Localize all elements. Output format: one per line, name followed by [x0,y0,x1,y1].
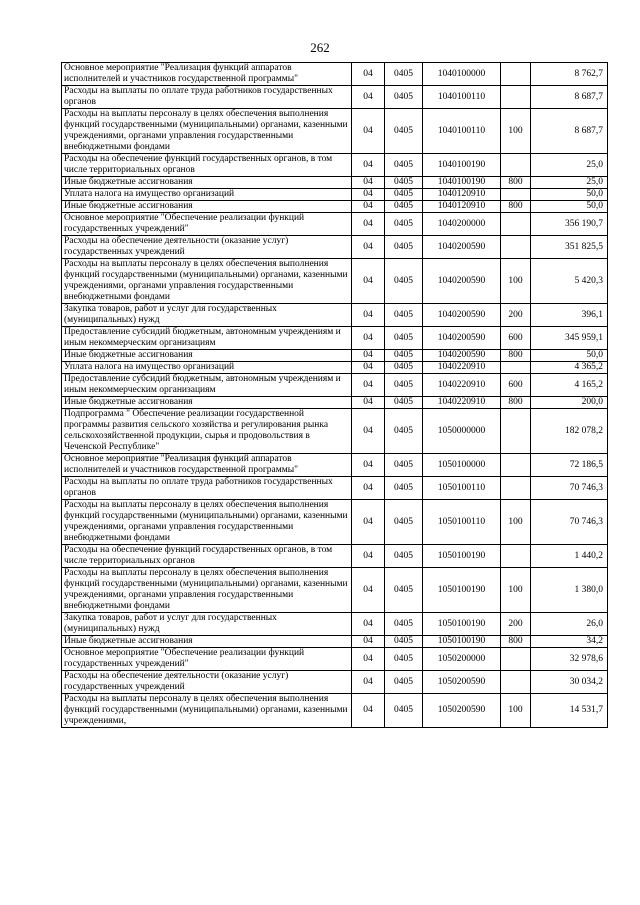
row-subsection-code: 0405 [385,477,423,500]
table-row [62,477,608,500]
row-amount: 8 687,7 [531,86,608,109]
row-subsection-code: 0405 [385,648,423,671]
row-description: Расходы на выплаты персоналу в целях обеспечения выполнения функций государственными (муниципальными) органами, казенными учреждениями, органами управления государственными внебюджетными фондами [62,259,352,304]
row-amount: 5 420,3 [531,259,608,304]
row-target-article: 1050100190 [423,545,501,568]
row-expense-type: 100 [501,694,531,728]
table-row [62,154,608,177]
table-row [62,568,608,613]
row-target-article: 1040100110 [423,86,501,109]
row-target-article: 1050200590 [423,671,501,694]
row-target-article: 1050100190 [423,568,501,613]
row-subsection-code: 0405 [385,327,423,350]
row-subsection-code: 0405 [385,63,423,86]
row-amount: 345 959,1 [531,327,608,350]
row-target-article: 1040100190 [423,154,501,177]
row-section-code: 04 [352,63,385,86]
row-subsection-code: 0405 [385,694,423,728]
page-number: 262 [310,40,330,55]
table-row [62,454,608,477]
row-description: Основное мероприятие "Реализация функций аппаратов исполнителей и участников государственной программы" [62,63,352,86]
row-expense-type: 600 [501,374,531,397]
row-amount: 1 380,0 [531,568,608,613]
row-target-article: 1050100110 [423,477,501,500]
row-amount: 50,0 [531,189,608,201]
row-target-article: 1050100000 [423,454,501,477]
table-row [62,350,608,362]
row-section-code: 04 [352,327,385,350]
row-target-article: 1040200590 [423,350,501,362]
row-section-code: 04 [352,304,385,327]
row-description: Расходы на выплаты по оплате труда работников государственных органов [62,86,352,109]
row-section-code: 04 [352,636,385,648]
row-subsection-code: 0405 [385,259,423,304]
row-amount: 1 440,2 [531,545,608,568]
row-target-article: 1040100190 [423,177,501,189]
row-description: Подпрограмма " Обеспечение реализации государственной программы развития сельского хозяйства и регулирования рынка сельскохозяйственной продукции, сырья и продовольствия в Чеченской Республике" [62,409,352,454]
table-row [62,259,608,304]
row-section-code: 04 [352,568,385,613]
row-section-code: 04 [352,454,385,477]
row-section-code: 04 [352,362,385,374]
row-subsection-code: 0405 [385,613,423,636]
row-amount: 351 825,5 [531,236,608,259]
row-expense-type [501,236,531,259]
row-expense-type: 100 [501,259,531,304]
row-target-article: 1040120910 [423,201,501,213]
row-target-article: 1050100190 [423,613,501,636]
row-section-code: 04 [352,154,385,177]
row-description: Основное мероприятие "Обеспечение реализации функций государственных учреждений" [62,648,352,671]
table-row [62,236,608,259]
table-row [62,63,608,86]
row-subsection-code: 0405 [385,409,423,454]
budget-table-body [62,63,608,728]
row-amount: 8 762,7 [531,63,608,86]
row-section-code: 04 [352,350,385,362]
table-row [62,613,608,636]
table-row [62,86,608,109]
row-target-article: 1050100110 [423,500,501,545]
row-expense-type: 800 [501,397,531,409]
row-target-article: 1040220910 [423,397,501,409]
row-subsection-code: 0405 [385,154,423,177]
row-subsection-code: 0405 [385,177,423,189]
row-expense-type [501,154,531,177]
row-expense-type [501,454,531,477]
row-expense-type: 800 [501,201,531,213]
row-subsection-code: 0405 [385,374,423,397]
row-subsection-code: 0405 [385,109,423,154]
row-amount: 25,0 [531,154,608,177]
row-description: Иные бюджетные ассигнования [62,201,352,213]
row-amount: 4 165,2 [531,374,608,397]
row-target-article: 1040200590 [423,259,501,304]
row-target-article: 1050100190 [423,636,501,648]
row-expense-type: 800 [501,350,531,362]
table-row [62,648,608,671]
row-section-code: 04 [352,189,385,201]
row-amount: 30 034,2 [531,671,608,694]
row-description: Иные бюджетные ассигнования [62,350,352,362]
table-row [62,374,608,397]
row-description: Уплата налога на имущество организаций [62,189,352,201]
row-section-code: 04 [352,545,385,568]
row-amount: 356 190,7 [531,213,608,236]
row-amount: 182 078,2 [531,409,608,454]
row-section-code: 04 [352,201,385,213]
table-row [62,545,608,568]
row-subsection-code: 0405 [385,213,423,236]
row-amount: 200,0 [531,397,608,409]
row-target-article: 1040100000 [423,63,501,86]
row-expense-type [501,362,531,374]
row-section-code: 04 [352,613,385,636]
row-subsection-code: 0405 [385,636,423,648]
table-row [62,177,608,189]
row-section-code: 04 [352,648,385,671]
table-row [62,671,608,694]
row-subsection-code: 0405 [385,362,423,374]
row-amount: 32 978,6 [531,648,608,671]
row-description: Расходы на выплаты персоналу в целях обеспечения выполнения функций государственными (муниципальными) органами, казенными учреждениями, [62,694,352,728]
table-row [62,327,608,350]
row-amount: 4 365,2 [531,362,608,374]
row-expense-type [501,648,531,671]
row-amount: 396,1 [531,304,608,327]
row-section-code: 04 [352,694,385,728]
row-expense-type [501,213,531,236]
table-row [62,694,608,728]
row-target-article: 1040200590 [423,327,501,350]
row-section-code: 04 [352,236,385,259]
row-target-article: 1040200590 [423,236,501,259]
row-description: Расходы на обеспечение функций государственных органов, в том числе территориальных органов [62,545,352,568]
row-amount: 34,2 [531,636,608,648]
table-row [62,189,608,201]
row-subsection-code: 0405 [385,454,423,477]
row-subsection-code: 0405 [385,201,423,213]
row-description: Расходы на обеспечение деятельности (оказание услуг) государственных учреждений [62,236,352,259]
row-section-code: 04 [352,500,385,545]
row-expense-type [501,477,531,500]
row-description: Уплата налога на имущество организаций [62,362,352,374]
row-expense-type [501,409,531,454]
row-description: Расходы на выплаты персоналу в целях обеспечения выполнения функций государственными (муниципальными) органами, казенными учреждениями, органами управления государственными внебюджетными фондами [62,568,352,613]
table-row [62,201,608,213]
row-description: Расходы на выплаты по оплате труда работников государственных органов [62,477,352,500]
row-description: Основное мероприятие "Обеспечение реализации функций государственных учреждений" [62,213,352,236]
row-description: Закупка товаров, работ и услуг для государственных (муниципальных) нужд [62,613,352,636]
table-row [62,213,608,236]
row-section-code: 04 [352,671,385,694]
row-subsection-code: 0405 [385,671,423,694]
row-amount: 8 687,7 [531,109,608,154]
table-row [62,362,608,374]
budget-table [61,62,608,728]
row-section-code: 04 [352,177,385,189]
row-expense-type: 600 [501,327,531,350]
row-description: Иные бюджетные ассигнования [62,397,352,409]
row-section-code: 04 [352,374,385,397]
row-expense-type: 800 [501,177,531,189]
row-expense-type: 100 [501,568,531,613]
row-expense-type: 100 [501,500,531,545]
table-row [62,109,608,154]
row-amount: 50,0 [531,201,608,213]
row-expense-type [501,86,531,109]
table-row [62,397,608,409]
row-description: Расходы на обеспечение деятельности (оказание услуг) государственных учреждений [62,671,352,694]
row-target-article: 1040100110 [423,109,501,154]
row-section-code: 04 [352,477,385,500]
table-row [62,636,608,648]
row-description: Расходы на выплаты персоналу в целях обеспечения выполнения функций государственными (муниципальными) органами, казенными учреждениями, органами управления государственными внебюджетными фондами [62,500,352,545]
row-section-code: 04 [352,213,385,236]
row-expense-type: 200 [501,613,531,636]
row-subsection-code: 0405 [385,350,423,362]
row-section-code: 04 [352,409,385,454]
row-expense-type: 200 [501,304,531,327]
row-description: Предоставление субсидий бюджетным, автономным учреждениям и иным некоммерческим организациям [62,374,352,397]
row-expense-type: 800 [501,636,531,648]
row-target-article: 1040120910 [423,189,501,201]
row-subsection-code: 0405 [385,304,423,327]
row-description: Иные бюджетные ассигнования [62,636,352,648]
row-amount: 26,0 [531,613,608,636]
row-expense-type [501,189,531,201]
row-subsection-code: 0405 [385,397,423,409]
row-subsection-code: 0405 [385,545,423,568]
table-row [62,500,608,545]
row-target-article: 1050000000 [423,409,501,454]
row-description: Основное мероприятие "Реализация функций аппаратов исполнителей и участников государственной программы" [62,454,352,477]
row-expense-type [501,545,531,568]
row-subsection-code: 0405 [385,236,423,259]
row-subsection-code: 0405 [385,189,423,201]
row-section-code: 04 [352,397,385,409]
row-subsection-code: 0405 [385,500,423,545]
row-description: Закупка товаров, работ и услуг для государственных (муниципальных) нужд [62,304,352,327]
row-amount: 72 186,5 [531,454,608,477]
row-section-code: 04 [352,86,385,109]
row-description: Расходы на выплаты персоналу в целях обеспечения выполнения функций государственными (муниципальными) органами, казенными учреждениями, органами управления государственными внебюджетными фондами [62,109,352,154]
row-amount: 14 531,7 [531,694,608,728]
row-target-article: 1040220910 [423,374,501,397]
row-amount: 50,0 [531,350,608,362]
row-expense-type [501,671,531,694]
row-target-article: 1040200590 [423,304,501,327]
row-subsection-code: 0405 [385,568,423,613]
row-section-code: 04 [352,109,385,154]
row-description: Иные бюджетные ассигнования [62,177,352,189]
row-amount: 70 746,3 [531,500,608,545]
table-row [62,409,608,454]
row-expense-type: 100 [501,109,531,154]
row-target-article: 1040220910 [423,362,501,374]
row-target-article: 1050200590 [423,694,501,728]
row-section-code: 04 [352,259,385,304]
row-expense-type [501,63,531,86]
row-target-article: 1050200000 [423,648,501,671]
row-description: Расходы на обеспечение функций государственных органов, в том числе территориальных органов [62,154,352,177]
row-description: Предоставление субсидий бюджетным, автономным учреждениям и иным некоммерческим организациям [62,327,352,350]
row-target-article: 1040200000 [423,213,501,236]
row-amount: 70 746,3 [531,477,608,500]
row-amount: 25,0 [531,177,608,189]
row-subsection-code: 0405 [385,86,423,109]
table-row [62,304,608,327]
